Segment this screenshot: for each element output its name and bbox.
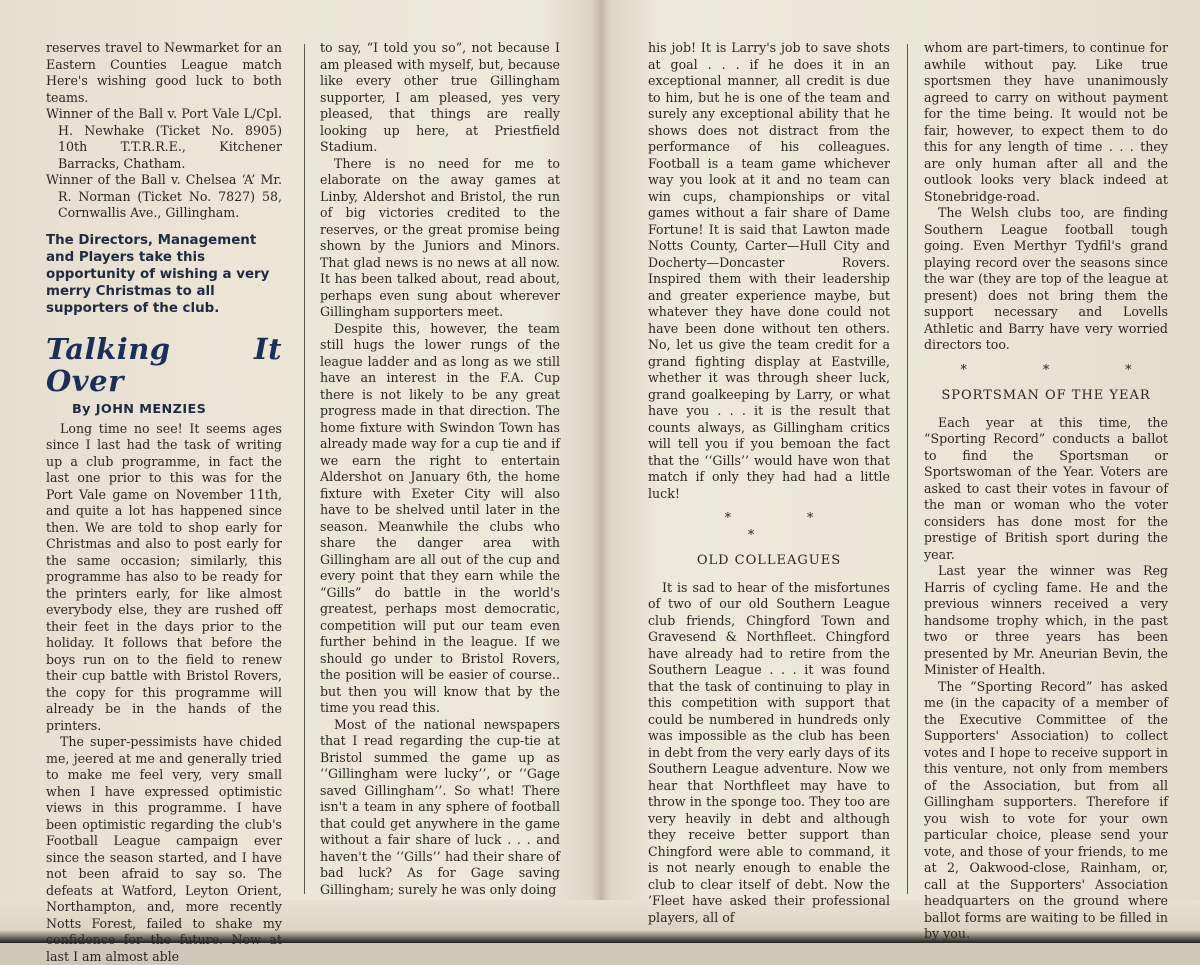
- section-divider: * * *: [724, 510, 850, 542]
- article-byline: By JOHN MENZIES: [72, 401, 207, 417]
- column-3: [648, 40, 890, 926]
- column-2: [320, 40, 560, 898]
- article-paragraph: Most of the national newspapers that I read regarding the cup-tie at Bristol summed the game up as ‘‘Gillingham were lucky’’, or ‘‘Gage saved Gillingham’’. So what! There isn't a team in any sphere of football that could get anywhere in the game without a fair share of luck . . . and haven't the ‘‘Gills’’ had their share of bad luck? As for Gage saving Gillingham; surely he was only doing: [320, 716, 560, 897]
- section-divider: * * *: [960, 361, 1168, 377]
- ball-winner-chelsea: Winner of the Ball v. Chelsea ‘A’ Mr. R. Norman (Ticket No. 7827) 58, Cornwallis Ave., Gillingham.: [46, 172, 282, 220]
- article-paragraph: Last year the winner was Reg Harris of cycling fame. He and the previous winners received a very handsome trophy which, in the past two or three years has been presented by Mr. Aneurian Bevin, the Minister of Health.: [924, 563, 1168, 677]
- article-paragraph: The super-pessimists have chided me, jeered at me and generally tried to make me feel very, very small when I have expressed optimistic views in this programme. I have been optimistic regarding the club's Football League campaign ever since the season started, and I have not been afraid to say so. The defeats at Watford, Leyton Orient, Northampton, and, more recently Notts Forest, failed to shake my confidence for the future. Now at last I am almost able: [46, 734, 282, 964]
- article-paragraph: It is sad to hear of the misfortunes of two of our old Southern League club friends, Chingford Town and Gravesend & Northfleet. Chingford have already had to retire from the Southern League . . . it was found that the task of continuing to play in this competition with support that could be numbered in hundreds only was impossible as the club has been in debt from the very early days of its Southern League adventure. Now we hear that Northfleet may have to throw in the sponge too. They too are very heavily in debt and although they receive better support than Chingford were able to command, it is not nearly enough to enable the club to clear itself of debt. Now the ’Fleet have asked their professional players, all of: [648, 579, 890, 925]
- column-rule: [907, 44, 908, 894]
- article-headline: Talking It Over: [46, 331, 282, 398]
- article-paragraph: The Welsh clubs too, are finding Southern League football tough going. Even Merthyr Tydfil's grand playing record over the seasons since the war (they are top of the league at present) does not bring them the support necessary and Lovells Athletic and Barry have very worried directors too.: [924, 205, 1168, 352]
- article-paragraph: There is no need for me to elaborate on the away games at Linby, Aldershot and Bristol, the run of big victories credited to the reserves, or the great promise being shown by the Juniors and Minors. That glad news is no news at all now. It has been talked about, read about, perhaps even sung about wherever Gillingham supporters meet.: [320, 155, 560, 319]
- column-1: [46, 40, 282, 965]
- article-paragraph: his job! It is Larry's job to save shots at goal . . . if he does it in an exceptional manner, all credit is due to him, but he is one of the team and surely any exceptional ability that he shows does not distract from the performance of his colleagues. Football is a team game whichever way you look at it and no team can win cups, championships or vital games without a fair share of Dame Fortune! It is said that Lawton made Notts County, Carter—Hull City and Docherty—Doncaster Rovers. Inspired them with their leadership and greater experience maybe, but whatever they have done could not have been done without ten others. No, let us give the team credit for a grand fighting display at Eastville, whether it was through sheer luck, grand goalkeeping by Larry, or what have you . . . it is the result that counts always, as Gillingham critics will tell you if you bemoan the fact that the ‘‘Gills’’ would have won that match if only they had had a little luck!: [648, 40, 890, 501]
- article-paragraph: The “Sporting Record” has asked me (in the capacity of a member of the Executive Committee of the Supporters' Association) to collect votes and I hope to receive support in this venture, not only from members of the Association, but from all Gillingham supporters. Therefore if you wish to vote for your own particular choice, please send your vote, and those of your friends, to me at 2, Oakwood-close, Rainham, or, call at the Supporters' Association headquarters on the ground where ballot forms are waiting to be filled in by you.: [924, 678, 1168, 941]
- page-gutter: [592, 0, 610, 943]
- article-paragraph: Each year at this time, the “Sporting Record” conducts a ballot to find the Sportsman or Sportswoman of the Year. Voters are asked to cast their votes in favour of the man or woman who the voter considers has done most for the prestige of British sport during the year.: [924, 414, 1168, 562]
- article-paragraph: to say, “I told you so”, not because I am pleased with myself, but, because like every other true Gillingham supporter, I am pleased, yes very pleased, that things are really looking up here, at Priestfield Stadium.: [320, 40, 560, 154]
- christmas-notice: The Directors, Management and Players take this opportunity of wishing a very merry Christmas to all supporters of the club.: [46, 232, 270, 316]
- article-paragraph: Despite this, however, the team still hugs the lower rungs of the league ladder and as long as we still have an interest in the F.A. Cup there is not likely to be any great progress made in that direction. The home fixture with Swindon Town has already made way for a cup tie and if we earn the right to entertain Aldershot on January 6th, the home fixture with Exeter City will also have to be shelved until later in the season. Meanwhile the clubs who share the danger area with Gillingham are all out of the cup and every point that they earn while the “Gills” do battle in the world's greatest, perhaps most democratic, competition will put our team even further behind in the league. If we should go under to Bristol Rovers, the position will be easier of course.. but then you will know that by the time you read this.: [320, 320, 560, 715]
- section-heading-sportsman: SPORTSMAN OF THE YEAR: [941, 388, 1151, 403]
- ball-winner-port-vale: Winner of the Ball v. Port Vale L/Cpl. H. Newhake (Ticket No. 8905) 10th T.T.R.R.E., Kitchener Barracks, Chatham.: [46, 106, 282, 171]
- column-4: [924, 40, 1168, 943]
- article-paragraph: whom are part-timers, to continue for awhile without pay. Like true sportsmen they have unanimously agreed to carry on without payment for the time being. It would not be fair, however, to expect them to do this for any length of time . . . they are only human after all and the outlook looks very black indeed at Stonebridge-road.: [924, 40, 1168, 204]
- reserves-paragraph: reserves travel to Newmarket for an Eastern Counties League match Here's wishing good luck to both teams.: [46, 40, 282, 105]
- section-heading-old-colleagues: OLD COLLEAGUES: [696, 553, 842, 568]
- column-rule: [304, 44, 305, 894]
- article-paragraph: Long time no see! It seems ages since I last had the task of writing up a club programme, in fact the last one prior to this was for the Port Vale game on November 11th, and quite a lot has happened since then. We are told to shop early for Christmas and also to post early for the same occasion; similarly, this programme has also to be ready for the printers early, for like almost everybody else, they are rushed off their feet in the days prior to the holiday. It follows that before the boys run on to the field to renew their cup battle with Bristol Rovers, the copy for this programme will already be in the hands of the printers.: [46, 420, 282, 733]
